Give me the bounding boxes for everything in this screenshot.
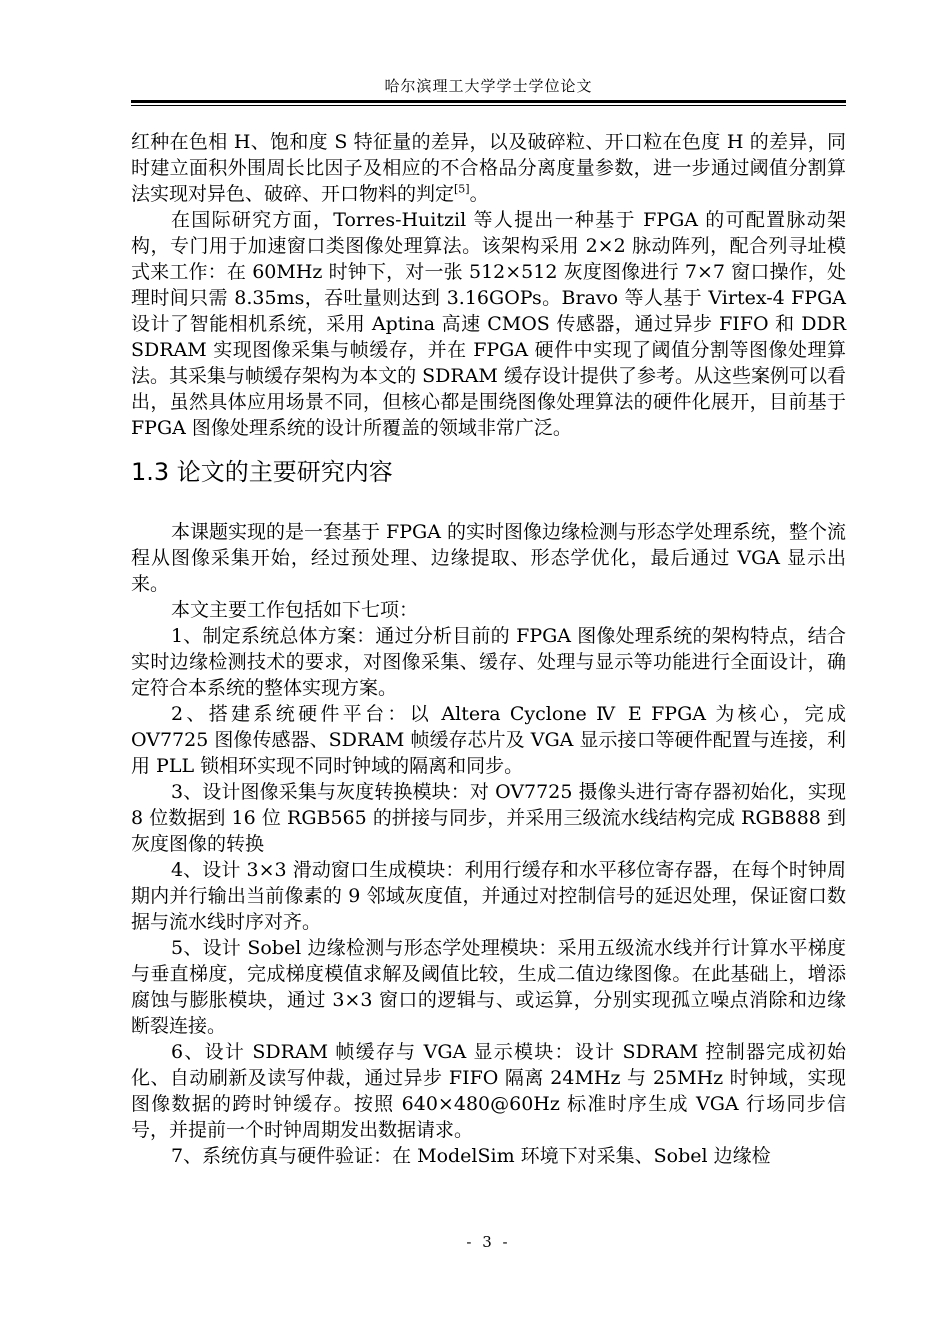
list-item: 5、设计 Sobel 边缘检测与形态学处理模块：采用五级流水线并行计算水平梯度与垂直梯度，完成梯度模值求解及阈值比较，生成二值边缘图像。在此基础上，增添腐蚀与膨胀模块，通过 3×3 窗口的逻辑与、或运算，分别实现孤立噪点消除和边缘断裂连接。: [131, 937, 846, 1037]
list-item: 1、制定系统总体方案：通过分析目前的 FPGA 图像处理系统的架构特点，结合实时边缘检测技术的要求，对图像采集、缓存、处理与显示等功能进行全面设计，确定符合本系统的整体实现方案。: [131, 625, 846, 699]
paragraph-continued: 红种在色相 H、饱和度 S 特征量的差异，以及破碎粒、开口粒在色度 H 的差异，同时建立面积外围周长比因子及相应的不合格品分离度量参数，进一步通过阈值分割算法实现对异色、破碎、开口物料的判定[5]。: [131, 131, 846, 205]
header-rule-thin: [131, 105, 846, 106]
list-item: 3、设计图像采集与灰度转换模块：对 OV7725 摄像头进行寄存器初始化，实现 8 位数据到 16 位 RGB565 的拼接与同步，并采用三级流水线结构完成 RGB888 到灰度图像的转换: [131, 781, 846, 855]
section-heading: 1.3 论文的主要研究内容: [131, 458, 393, 486]
paragraph-international-research: 在国际研究方面，Torres-Huitzil 等人提出一种基于 FPGA 的可配置脉动架构，专门用于加速窗口类图像处理算法。该架构采用 2×2 脉动阵列，配合列寻址模式来工作：在 60MHz 时钟下，对一张 512×512 灰度图像进行 7×7 窗口操作，处理时间只需 8.35ms，吞吐量则达到 3.16GOPs。Bravo 等人基于 Virtex-4 FPGA 设计了智能相机系统，采用 Aptina 高速 CMOS 传感器，通过异步 FIFO 和 DDR SDRAM 实现图像采集与帧缓存，并在 FPGA 硬件中实现了阈值分割等图像处理算法。其采集与帧缓存架构为本文的 SDRAM 缓存设计提供了参考。从这些案例可以看出，虽然具体应用场景不同，但核心都是围绕图像处理算法的硬件化展开，目前基于 FPGA 图像处理系统的设计所覆盖的领域非常广泛。: [131, 209, 846, 439]
list-item: 4、设计 3×3 滑动窗口生成模块：利用行缓存和水平移位寄存器，在每个时钟周期内并行输出当前像素的 9 邻域灰度值，并通过对控制信号的延迟处理，保证窗口数据与流水线时序对齐。: [131, 859, 846, 933]
list-item: 2、搭建系统硬件平台：以 Altera Cyclone Ⅳ E FPGA 为核心，完成 OV7725 图像传感器、SDRAM 帧缓存芯片及 VGA 显示接口等硬件配置与连接，利用 PLL 锁相环实现不同时钟域的隔离和同步。: [131, 703, 846, 777]
list-item: 7、系统仿真与硬件验证：在 ModelSim 环境下对采集、Sobel 边缘检: [171, 1145, 771, 1167]
header-rule-thick: [131, 100, 846, 103]
running-header: 哈尔滨理工大学学士学位论文: [384, 77, 593, 95]
paragraph-overview: 本课题实现的是一套基于 FPGA 的实时图像边缘检测与形态学处理系统，整个流程从图像采集开始，经过预处理、边缘提取、形态学优化，最后通过 VGA 显示出来。: [131, 521, 846, 595]
paragraph-work-list-intro: 本文主要工作包括如下七项：: [171, 599, 419, 621]
citation: [5]: [454, 182, 470, 196]
list-item: 6、设计 SDRAM 帧缓存与 VGA 显示模块：设计 SDRAM 控制器完成初始化、自动刷新及读写仲裁，通过异步 FIFO 隔离 24MHz 与 25MHz 时钟域，实现图像数据的跨时钟缓存。按照 640×480@60Hz 标准时序生成 VGA 行场同步信号，并提前一个时钟周期发出数据请求。: [131, 1041, 846, 1141]
body-text: [131, 129, 846, 1169]
page-number: - 3 -: [466, 1233, 511, 1251]
